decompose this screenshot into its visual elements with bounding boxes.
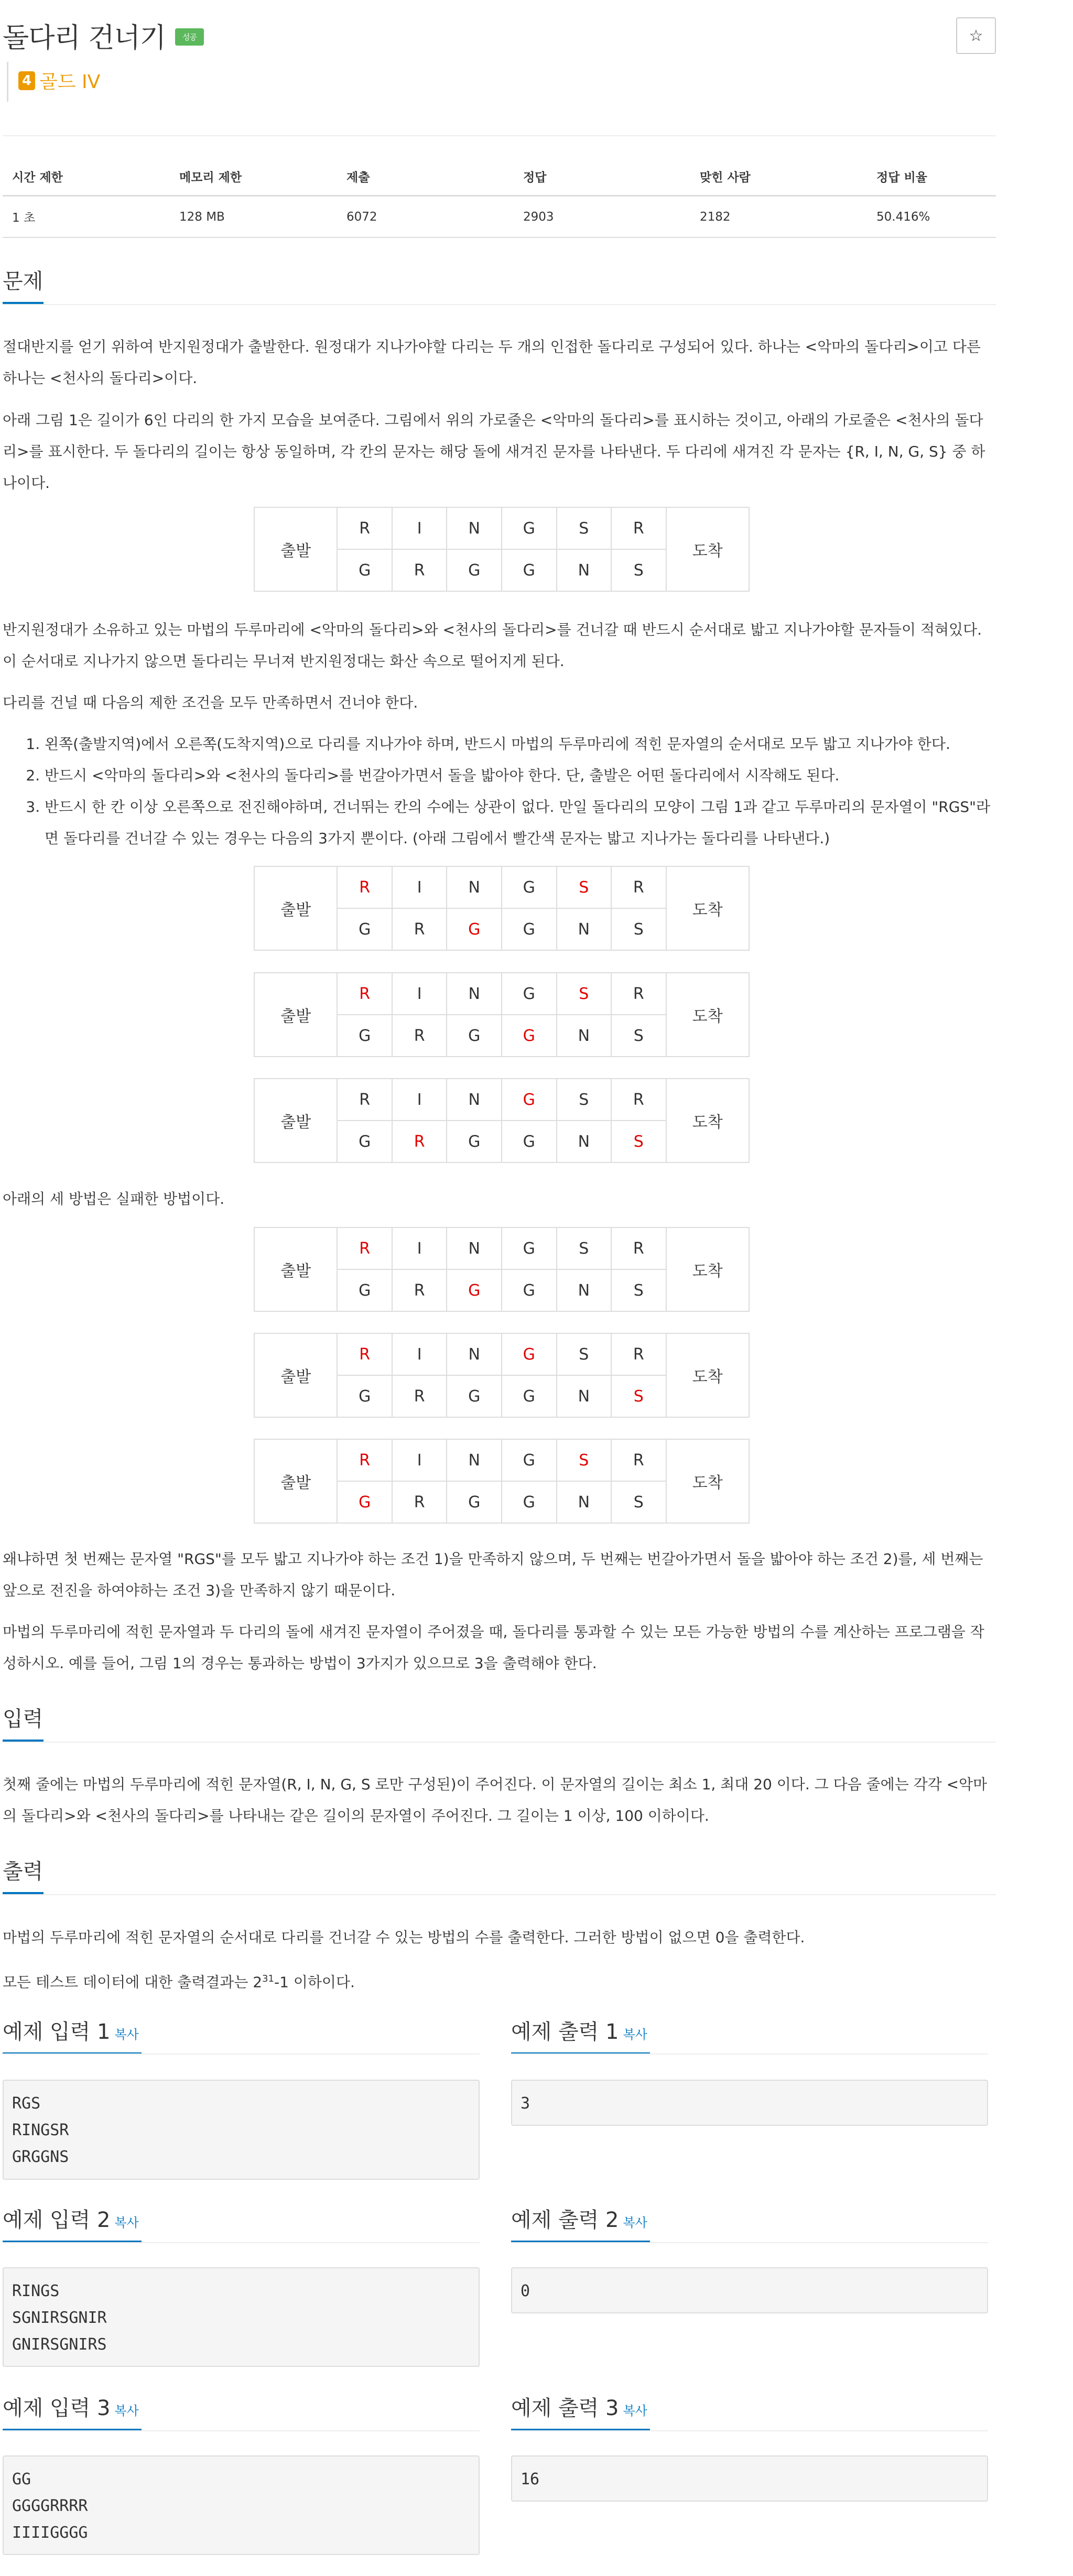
bridge-stone: N (447, 1079, 502, 1121)
bridge-stone: S (557, 1439, 612, 1481)
bridge-stone: G (502, 973, 557, 1015)
bridge-stone: S (557, 973, 612, 1015)
sample-title-text: 예제 입력 2 (3, 2208, 111, 2232)
bridge-stone: R (337, 1333, 392, 1375)
bridge-stone: R (392, 1375, 447, 1417)
tier-link[interactable] (18, 67, 100, 94)
bridge-stone: S (611, 908, 666, 950)
bridge-stone: R (337, 507, 392, 549)
devil-bridge-row (254, 1079, 749, 1121)
section-line (3, 2430, 480, 2431)
bridge-stone: R (392, 549, 447, 591)
bridge-stone: R (337, 1439, 392, 1481)
info-value: 2903 (514, 196, 690, 238)
bridge-stone: R (392, 1015, 447, 1057)
bridge-stone: G (337, 1375, 392, 1417)
rule-item: 3. 반드시 한 칸 이상 오른쪽으로 전진해야하며, 건너뛰는 칸의 수에는 상관이 없다. 만일 돌다리의 모양이 그림 1과 같고 두루마리의 문자열이 "RGS"라면 돌다리를 건너갈 수 있는 경우는 다음의 3가지 뿐이다. (아래 그림에서 빨간색 문자는 밟고 지나가는 돌다리를 나타낸다.) (45, 791, 993, 854)
end-label: 도착 (666, 1227, 749, 1311)
bridge-stone: N (557, 908, 612, 950)
problem-paragraph: 아래의 세 방법은 실패한 방법이다. (3, 1190, 225, 1208)
section-line (3, 304, 996, 305)
problem-title (3, 16, 204, 55)
bridge-stone: S (611, 549, 666, 591)
bridge-stone: G (502, 908, 557, 950)
bridge-stone: G (337, 1269, 392, 1311)
bridge-stone: G (447, 1121, 502, 1162)
problem-paragraph: 왜냐하면 첫 번째는 문자열 "RGS"를 모두 밟고 지나가야 하는 조건 1)을 만족하지 않으며, 두 번째는 번갈아가면서 돌을 밟아야 하는 조건 2)를, 세 번째는 앞으로 전진을 하여야하는 조건 3)을 만족하지 않기 때문이다. (3, 1550, 983, 1599)
sample-input-3[interactable]: GG GGGGRRRR IIIIGGGG (3, 2455, 480, 2555)
bridge-stone: R (611, 973, 666, 1015)
bridge-stone: I (392, 866, 447, 908)
bridge-stone: N (447, 1227, 502, 1269)
bridge-stone: G (502, 1079, 557, 1121)
end-label: 도착 (666, 1333, 749, 1417)
bridge-stone: N (557, 1015, 612, 1057)
start-label: 출발 (254, 507, 337, 591)
bridge-stone: N (447, 973, 502, 1015)
bridge-stone: G (337, 1121, 392, 1162)
problem-paragraph: 절대반지를 얻기 위하여 반지원정대가 출발한다. 원정대가 지나가야할 다리는 두 개의 인접한 돌다리로 구성되어 있다. 하나는 <악마의 돌다리>이고 다른 하나는 <천사의 돌다리>이다. (3, 338, 981, 387)
problem-title-text: 돌다리 건너기 (3, 23, 166, 54)
info-value: 128 MB (170, 196, 337, 238)
problem-section-label: 문제 (3, 269, 44, 294)
bridge-stone: G (502, 1121, 557, 1162)
problem-paragraph: 마법의 두루마리에 적힌 문자열과 두 다리의 돌에 새겨진 문자열이 주어졌을 때, 돌다리를 통과할 수 있는 모든 가능한 방법의 수를 계산하는 프로그램을 작성하시오. 예를 들어, 그림 1의 경우는 통과하는 방법이 3가지가 있으므로 3을 출력해야 한다. (3, 1623, 984, 1672)
section-line (3, 1894, 996, 1895)
bridge-stone: G (502, 1439, 557, 1481)
info-header: 제출 (337, 157, 514, 196)
end-label: 도착 (666, 507, 749, 591)
section-line (511, 2053, 988, 2055)
start-label: 출발 (254, 1227, 337, 1311)
sample-title-text: 예제 출력 1 (511, 2020, 619, 2044)
bridge-stone: G (447, 1481, 502, 1523)
bridge-stone: G (502, 1015, 557, 1057)
tier-label: 골드 IV (39, 71, 101, 93)
bridge-stone: G (502, 1481, 557, 1523)
rule-item: 2. 반드시 <악마의 돌다리>와 <천사의 돌다리>를 번갈아가면서 돌을 밟아야 한다. 단, 출발은 어떤 돌다리에서 시작해도 된다. (45, 760, 993, 791)
bridge-stone: S (611, 1375, 666, 1417)
bridge-stone: G (337, 1481, 392, 1523)
star-button[interactable] (956, 17, 996, 54)
info-header: 메모리 제한 (170, 157, 337, 196)
section-line (511, 2430, 988, 2431)
bridge-stone: N (447, 1439, 502, 1481)
sample-title-text: 예제 출력 3 (511, 2396, 619, 2420)
sample-title-text: 예제 입력 3 (3, 2396, 111, 2420)
bridge-figure (254, 507, 750, 592)
bridge-figure (254, 1439, 750, 1524)
tier-bar (7, 62, 8, 102)
output-limit-text: -1 이하이다. (274, 1973, 355, 1991)
bridge-stone: N (447, 1333, 502, 1375)
bridge-stone: N (447, 866, 502, 908)
tier-icon: 4 (18, 71, 35, 90)
bridge-stone: S (611, 1481, 666, 1523)
bridge-stone: R (337, 1079, 392, 1121)
section-line (3, 2053, 480, 2055)
header-divider (3, 135, 996, 136)
status-badge: 성공 (175, 28, 204, 46)
sample-input-1[interactable]: RGS RINGSR GRGGNS (3, 2080, 480, 2180)
info-header: 맞힌 사람 (690, 157, 867, 196)
output-paragraph: 마법의 두루마리에 적힌 문자열의 순서대로 다리를 건너갈 수 있는 방법의 수를 출력한다. 그러한 방법이 없으면 0을 출력한다. (3, 1929, 805, 1946)
bridge-stone: R (611, 1079, 666, 1121)
bridge-stone: G (502, 507, 557, 549)
bridge-stone: R (392, 1481, 447, 1523)
info-value: 50.416% (867, 196, 996, 238)
bridge-stone: N (557, 549, 612, 591)
section-line (3, 2242, 480, 2243)
info-value-row (3, 196, 996, 238)
bridge-stone: G (337, 1015, 392, 1057)
bridge-stone: G (447, 1375, 502, 1417)
section-line (3, 1742, 996, 1743)
bridge-stone: N (557, 1269, 612, 1311)
bridge-stone: R (392, 1269, 447, 1311)
bridge-figure (254, 866, 750, 951)
bridge-stone: S (557, 1333, 612, 1375)
bridge-stone: G (502, 549, 557, 591)
sample-title-text: 예제 입력 1 (3, 2020, 111, 2044)
info-header-row (3, 157, 996, 196)
bridge-stone: G (447, 908, 502, 950)
bridge-stone: R (392, 1121, 447, 1162)
start-label: 출발 (254, 973, 337, 1057)
info-header: 정답 (514, 157, 690, 196)
bridge-figure (254, 1333, 750, 1418)
bridge-stone: S (557, 1227, 612, 1269)
bridge-stone: R (337, 866, 392, 908)
bridge-stone: G (502, 1375, 557, 1417)
output-paragraph (3, 1963, 993, 1998)
start-label: 출발 (254, 866, 337, 950)
bridge-figure (254, 1078, 750, 1163)
bridge-stone: S (557, 507, 612, 549)
bridge-stone: R (611, 1439, 666, 1481)
star-icon: ☆ (969, 26, 983, 45)
bridge-stone: N (557, 1375, 612, 1417)
bridge-stone: G (502, 1269, 557, 1311)
bridge-stone: I (392, 1227, 447, 1269)
output-section-title (3, 1855, 43, 1885)
bridge-stone: G (337, 908, 392, 950)
end-label: 도착 (666, 1439, 749, 1523)
bridge-stone: I (392, 507, 447, 549)
sample-title-text: 예제 출력 2 (511, 2208, 619, 2232)
devil-bridge-row (254, 1227, 749, 1269)
bridge-figure (254, 972, 750, 1057)
output-section-label: 출력 (3, 1860, 44, 1884)
end-label: 도착 (666, 1079, 749, 1162)
bridge-stone: G (502, 1227, 557, 1269)
bridge-stone: S (557, 1079, 612, 1121)
input-section-title (3, 1702, 43, 1732)
devil-bridge-row (254, 866, 749, 908)
bridge-stone: G (447, 1269, 502, 1311)
problem-page (3, 0, 996, 2542)
start-label: 출발 (254, 1333, 337, 1417)
bridge-stone: S (611, 1269, 666, 1311)
info-header: 시간 제한 (3, 157, 170, 196)
bridge-stone: G (447, 549, 502, 591)
problem-paragraph: 반지원정대가 소유하고 있는 마법의 두루마리에 <악마의 돌다리>와 <천사의 돌다리>를 건너갈 때 반드시 순서대로 밟고 지나가야할 문자들이 적혀있다. 이 순서대로 지나가지 않으면 돌다리는 무너져 반지원정대는 화산 속으로 떨어지게 된다. (3, 621, 982, 670)
output-limit-text: 모든 테스트 데이터에 대한 출력결과는 2 (3, 1973, 263, 1991)
sample-output-1[interactable]: 3 (511, 2080, 988, 2126)
input-section-label: 입력 (3, 1707, 44, 1731)
info-header: 정답 비율 (867, 157, 996, 196)
bridge-stone: S (557, 866, 612, 908)
sample-output-3[interactable]: 16 (511, 2455, 988, 2502)
problem-header (3, 0, 996, 79)
info-value: 6072 (337, 196, 514, 238)
input-paragraph: 첫째 줄에는 마법의 두루마리에 적힌 문자열(R, I, N, G, S 로만 구성된)이 주어진다. 이 문자열의 길이는 최소 1, 최대 20 이다. 그 다음 줄에는 각각 <악마의 돌다리>와 <천사의 돌다리>를 나타내는 같은 길이의 문자열이 주어진다. 그 길이는 1 이상, 100 이하이다. (3, 1776, 988, 1824)
copy-button[interactable]: 복사 (623, 2027, 647, 2042)
info-value: 1 초 (3, 196, 170, 238)
bridge-stone: N (557, 1121, 612, 1162)
sample-input-title-2 (3, 2203, 139, 2233)
bridge-stone: I (392, 1439, 447, 1481)
bridge-stone: R (611, 507, 666, 549)
output-limit-exponent: 31 (262, 1973, 274, 1984)
bridge-stone: N (557, 1481, 612, 1523)
bridge-stone: R (392, 908, 447, 950)
rules-list (3, 729, 993, 854)
copy-button[interactable]: 복사 (114, 2215, 139, 2230)
sample-input-title-3 (3, 2392, 139, 2421)
start-label: 출발 (254, 1439, 337, 1523)
sample-output-title-3 (511, 2392, 647, 2421)
sample-output-title-1 (511, 2015, 647, 2045)
bridge-stone: S (611, 1015, 666, 1057)
bridge-stone: G (337, 549, 392, 591)
bridge-stone: G (502, 1333, 557, 1375)
end-label: 도착 (666, 973, 749, 1057)
bridge-stone: I (392, 1079, 447, 1121)
bridge-stone: R (611, 1227, 666, 1269)
bridge-stone: G (502, 866, 557, 908)
bridge-stone: R (337, 1227, 392, 1269)
devil-bridge-row (254, 973, 749, 1015)
sample-output-2[interactable]: 0 (511, 2267, 988, 2313)
bridge-stone: I (392, 1333, 447, 1375)
copy-button[interactable]: 복사 (114, 2404, 139, 2418)
sample-input-title-1 (3, 2015, 139, 2045)
devil-bridge-row (254, 1439, 749, 1481)
bridge-stone: R (611, 1333, 666, 1375)
bridge-stone: S (611, 1121, 666, 1162)
bridge-stone: N (447, 507, 502, 549)
copy-button[interactable]: 복사 (114, 2027, 139, 2042)
problem-paragraph: 아래 그림 1은 길이가 6인 다리의 한 가지 모습을 보여준다. 그림에서 위의 가로줄은 <악마의 돌다리>를 표시하는 것이고, 아래의 가로줄은 <천사의 돌다리>를 표시한다. 두 돌다리의 길이는 항상 동일하며, 각 칸의 문자는 해당 돌에 새겨진 문자를 나타낸다. 두 다리에 새겨진 각 문자는 {R, I, N, G, S} 중 하나이다. (3, 411, 985, 492)
problem-section-title (3, 265, 43, 295)
bridge-figure (254, 1227, 750, 1312)
devil-bridge-row (254, 1333, 749, 1375)
bridge-stone: I (392, 973, 447, 1015)
sample-input-2[interactable]: RINGS SGNIRSGNIR GNIRSGNIRS (3, 2267, 480, 2367)
start-label: 출발 (254, 1079, 337, 1162)
section-line (511, 2242, 988, 2243)
devil-bridge-row (254, 507, 749, 549)
rule-item: 1. 왼쪽(출발지역)에서 오른쪽(도착지역)으로 다리를 지나가야 하며, 반드시 마법의 두루마리에 적힌 문자열의 순서대로 모두 밟고 지나가야 한다. (45, 729, 993, 760)
problem-info-table (3, 157, 996, 238)
info-value: 2182 (690, 196, 867, 238)
copy-button[interactable]: 복사 (623, 2404, 647, 2418)
bridge-stone: R (611, 866, 666, 908)
problem-paragraph: 다리를 건널 때 다음의 제한 조건을 모두 만족하면서 건너야 한다. (3, 694, 418, 711)
sample-output-title-2 (511, 2203, 647, 2233)
end-label: 도착 (666, 866, 749, 950)
bridge-stone: G (447, 1015, 502, 1057)
bridge-stone: R (337, 973, 392, 1015)
copy-button[interactable]: 복사 (623, 2215, 647, 2230)
